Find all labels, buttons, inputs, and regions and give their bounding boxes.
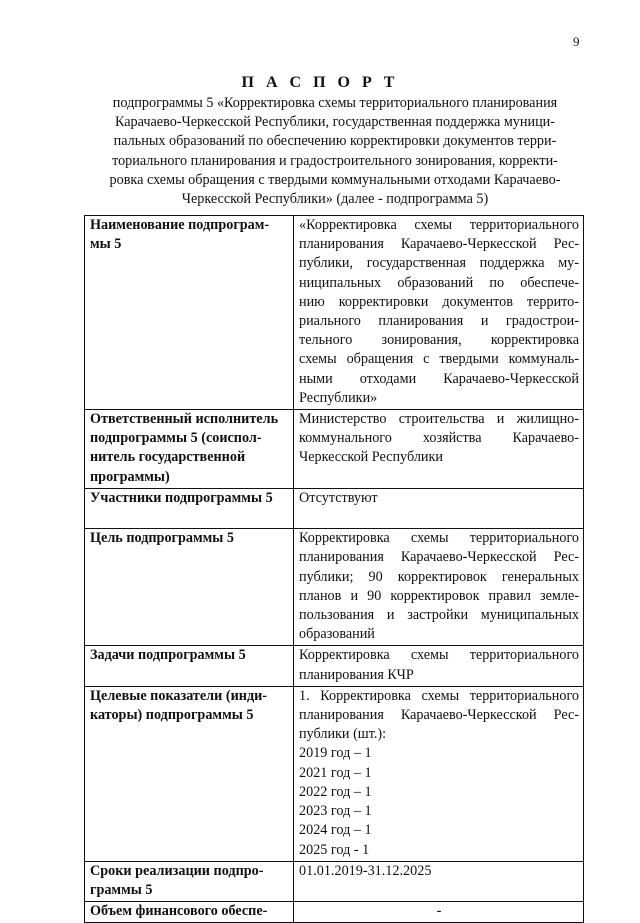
row-label	[85, 686, 294, 861]
value-line: 01.01.2019-31.12.2025	[299, 862, 432, 879]
document-title: П А С П О Р Т	[241, 74, 399, 91]
subtitle-line: пальных образований по обеспечению корректировки документов терри-	[113, 133, 557, 150]
label-line: Участники подпрограммы 5	[90, 489, 273, 506]
value-line: Черкесской Республики	[299, 449, 443, 466]
value-line: публики; 90 корректировок генеральных	[299, 568, 579, 585]
label-line: подпрограммы 5 (соиспол-	[90, 430, 262, 447]
row-label	[85, 216, 294, 410]
row-value	[294, 216, 584, 410]
value-line	[299, 508, 579, 527]
value-line: Отсутствуют	[299, 489, 378, 506]
value-line: публики (шт.):	[299, 726, 387, 743]
value-line: планирования Карачаево-Черкесской Рес-	[299, 549, 579, 566]
value-line: Министерство строительства и жилищно-	[299, 411, 579, 428]
row-label	[85, 488, 294, 528]
table-row	[85, 861, 584, 901]
label-line: Ответственный исполнитель	[90, 411, 279, 428]
subtitle-line: ровка схемы обращения с твердыми коммунальными отходами Карачаево-	[109, 171, 561, 188]
table-row	[85, 410, 584, 489]
value-line: ными отходами Карачаево-Черкесской	[299, 370, 579, 387]
passport-table	[84, 215, 584, 923]
value-line: 2025 год - 1	[299, 841, 370, 858]
value-line: Корректировка схемы территориального	[299, 530, 579, 547]
value-line: Корректировка схемы территориального	[299, 647, 579, 664]
value-line: схемы обращения с твердыми коммуналь-	[299, 351, 579, 368]
subtitle-line: подпрограммы 5 «Корректировка схемы территориального планирования	[112, 95, 558, 111]
label-line: программы)	[90, 468, 170, 485]
table-row	[85, 216, 584, 410]
value-line: 2021 год – 1	[299, 764, 372, 781]
table-row	[85, 488, 584, 528]
row-value	[294, 646, 584, 686]
value-line: 1. Корректировка схемы территориального	[299, 687, 579, 704]
value-line: коммунального хозяйства Карачаево-	[299, 430, 579, 447]
label-line: граммы 5	[90, 881, 153, 898]
value-line: планирования Карачаево-Черкесской Рес-	[299, 236, 579, 253]
value-line: 2023 год – 1	[299, 803, 372, 820]
label-line: Наименование подпрограм-	[90, 217, 270, 233]
row-value	[294, 686, 584, 861]
value-line: риального планирования и градострои-	[299, 313, 579, 330]
subtitle-line: Черкесской Республики» (далее - подпрограмма 5)	[181, 191, 489, 208]
label-line: нитель государственной	[90, 449, 246, 466]
table-row	[85, 529, 584, 646]
value-line: -	[436, 903, 442, 920]
table-row	[85, 646, 584, 686]
label-line: Цель подпрограммы 5	[90, 530, 235, 547]
value-line: ниципальных образований по обеспече-	[299, 274, 579, 291]
row-value	[294, 861, 584, 901]
value-line: публики, государственная поддержка му-	[299, 255, 579, 272]
row-label	[85, 529, 294, 646]
row-value	[294, 529, 584, 646]
label-line: Объем финансового обеспе-	[90, 903, 268, 920]
value-line: Республики»	[299, 389, 378, 406]
value-line: тельного зонирования, корректировка	[299, 332, 579, 349]
subtitle-line: Карачаево-Черкесской Республики, государственная поддержка муници-	[114, 114, 555, 131]
row-label	[85, 646, 294, 686]
value-line: планирования Карачаево-Черкесской Рес-	[299, 707, 579, 724]
row-label	[85, 861, 294, 901]
subtitle-line: ториального планирования и градостроительного зонирования, корректи-	[112, 152, 558, 169]
label-line: каторы) подпрограммы 5	[90, 707, 254, 724]
table-row	[85, 686, 584, 861]
row-value	[294, 410, 584, 489]
label-line: Целевые показатели (инди-	[90, 687, 268, 704]
row-value	[294, 488, 584, 528]
label-line: мы 5	[90, 236, 122, 253]
value-line: 2019 год – 1	[299, 745, 372, 762]
value-line: 2022 год – 1	[299, 783, 372, 800]
page-number: 9	[573, 34, 580, 49]
value-line: образований	[299, 626, 375, 643]
value-line: планов и 90 корректировок правил земле-	[299, 587, 579, 604]
label-line: Задачи подпрограммы 5	[90, 647, 246, 664]
document-subtitle	[95, 94, 575, 209]
value-line: планирования КЧР	[299, 666, 414, 683]
label-line: Сроки реализации подпро-	[90, 862, 264, 879]
row-label	[85, 410, 294, 489]
value-line: нию корректировки документов террито-	[299, 293, 579, 310]
value-line: 2024 год – 1	[299, 822, 372, 839]
value-line: «Корректировка схемы территориального	[299, 217, 579, 233]
value-line: пользования и застройки муниципальных	[299, 607, 579, 624]
